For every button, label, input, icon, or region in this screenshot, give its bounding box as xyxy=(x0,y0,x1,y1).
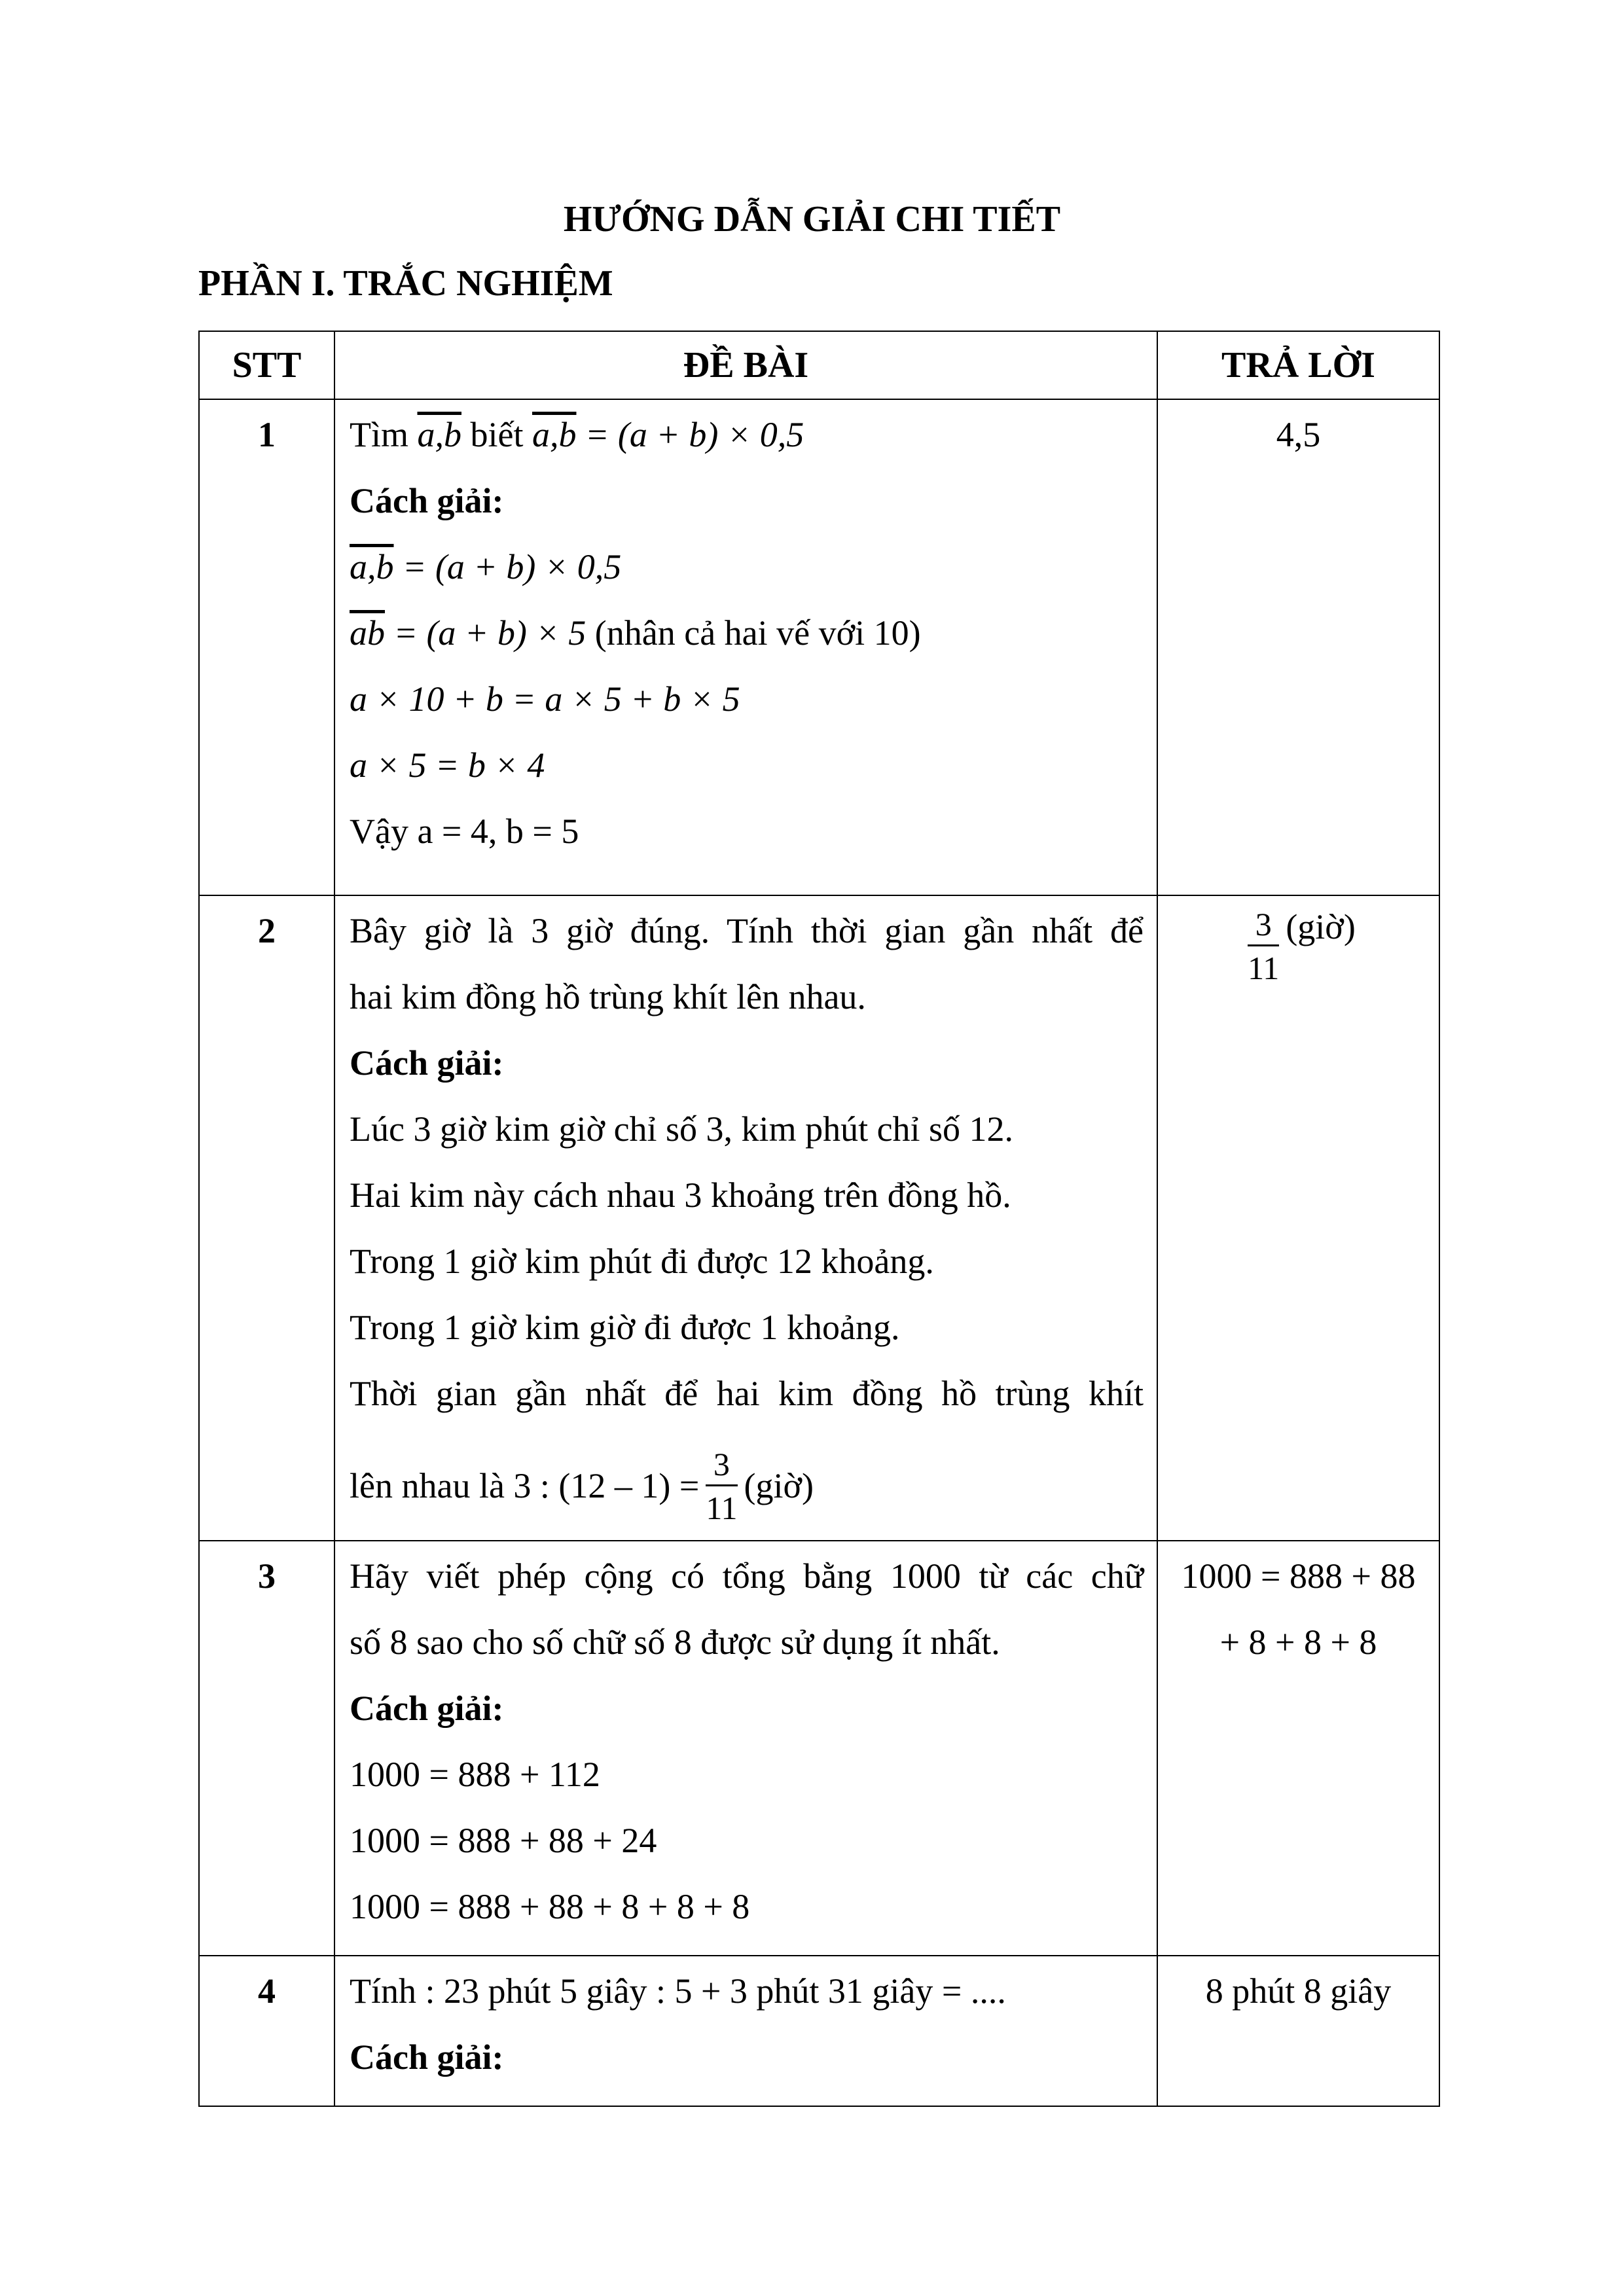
problem-line: Bây giờ là 3 giờ đúng. Tính thời gian gần nhất để xyxy=(350,911,1144,950)
solution-step: Thời gian gần nhất để hai kim đồng hồ trùng khít xyxy=(350,1374,1144,1413)
solution-step: a × 5 = b × 4 xyxy=(350,745,545,785)
row-number: 3 xyxy=(199,1541,334,1956)
problem-line: hai kim đồng hồ trùng khít lên nhau. xyxy=(350,977,866,1016)
solution-label: Cách giải: xyxy=(350,1043,504,1083)
table-row xyxy=(199,895,1439,1541)
solution-result: lên nhau là 3 : (12 – 1) = $\frac{3}{11}$ (giờ) xyxy=(350,1445,814,1526)
solution-step: Hai kim này cách nhau 3 khoảng trên đồng hồ. xyxy=(350,1175,1011,1215)
answer-cell xyxy=(1157,895,1439,1541)
problem-cell xyxy=(334,1541,1157,1956)
table-row xyxy=(199,1541,1439,1956)
header-answer: TRẢ LỜI xyxy=(1157,331,1439,399)
solution-step: Trong 1 giờ kim phút đi được 12 khoảng. xyxy=(350,1242,934,1281)
solution-step: Lúc 3 giờ kim giờ chỉ số 3, kim phút chỉ số 12. xyxy=(350,1109,1014,1149)
answer-cell xyxy=(1157,1541,1439,1956)
problem-cell xyxy=(334,1956,1157,2106)
solution-step: a × 10 + b = a × 5 + b × 5 xyxy=(350,679,740,719)
solution-step: $\overline{ab} = (a + b) \times 5$ (nhân cả hai vế với 10) xyxy=(350,613,921,653)
row-number: 1 xyxy=(199,399,334,895)
solution-step: 1000 = 888 + 88 + 8 + 8 + 8 xyxy=(350,1887,750,1926)
answer-value: 4,5 xyxy=(1276,415,1321,454)
fraction: $\frac{3}{11}$ xyxy=(706,1445,738,1526)
solution-conclusion: Vậy a = 4, b = 5 xyxy=(350,812,579,851)
document-title: HƯỚNG DẪN GIẢI CHI TIẾT xyxy=(563,199,1061,240)
problem-cell xyxy=(334,399,1157,895)
problem-line: Tính : 23 phút 5 giây : 5 + 3 phút 31 giây = .... xyxy=(350,1971,1006,2011)
problem-cell xyxy=(334,895,1157,1541)
header-problem: ĐỀ BÀI xyxy=(334,331,1157,399)
solution-table xyxy=(198,331,1440,2107)
answer-cell xyxy=(1157,1956,1439,2106)
problem-line: số 8 sao cho số chữ số 8 được sử dụng ít nhất. xyxy=(350,1623,1000,1662)
solution-label: Cách giải: xyxy=(350,481,504,520)
table-row xyxy=(199,399,1439,895)
answer-cell xyxy=(1157,399,1439,895)
section-heading: PHẦN I. TRẮC NGHIỆM xyxy=(198,263,613,304)
solution-label: Cách giải: xyxy=(350,2037,504,2077)
solution-step: a,b = (a + b) × 0,5 xyxy=(350,547,622,586)
table-header-row xyxy=(199,331,1439,399)
solution-label: Cách giải: xyxy=(350,1689,504,1728)
answer-value: $\frac{3}{11}$ (giờ) xyxy=(1248,906,1356,986)
answer-line: + 8 + 8 + 8 xyxy=(1219,1623,1377,1662)
answer-value: 8 phút 8 giây xyxy=(1205,1971,1392,2011)
answer-line: 1000 = 888 + 88 xyxy=(1181,1556,1416,1596)
table-row xyxy=(199,1956,1439,2106)
fraction: $\frac{3}{11}$ xyxy=(1248,906,1280,986)
row-number: 4 xyxy=(199,1956,334,2106)
header-stt: STT xyxy=(199,331,334,399)
solution-step: 1000 = 888 + 88 + 24 xyxy=(350,1821,657,1860)
problem-line: Hãy viết phép cộng có tổng bằng 1000 từ các chữ xyxy=(350,1556,1144,1596)
problem-statement: Tìm a,b biết a,b = (a + b) × 0,5 xyxy=(350,415,804,454)
row-number: 2 xyxy=(199,895,334,1541)
solution-step: Trong 1 giờ kim giờ đi được 1 khoảng. xyxy=(350,1308,900,1347)
solution-step: 1000 = 888 + 112 xyxy=(350,1755,600,1794)
